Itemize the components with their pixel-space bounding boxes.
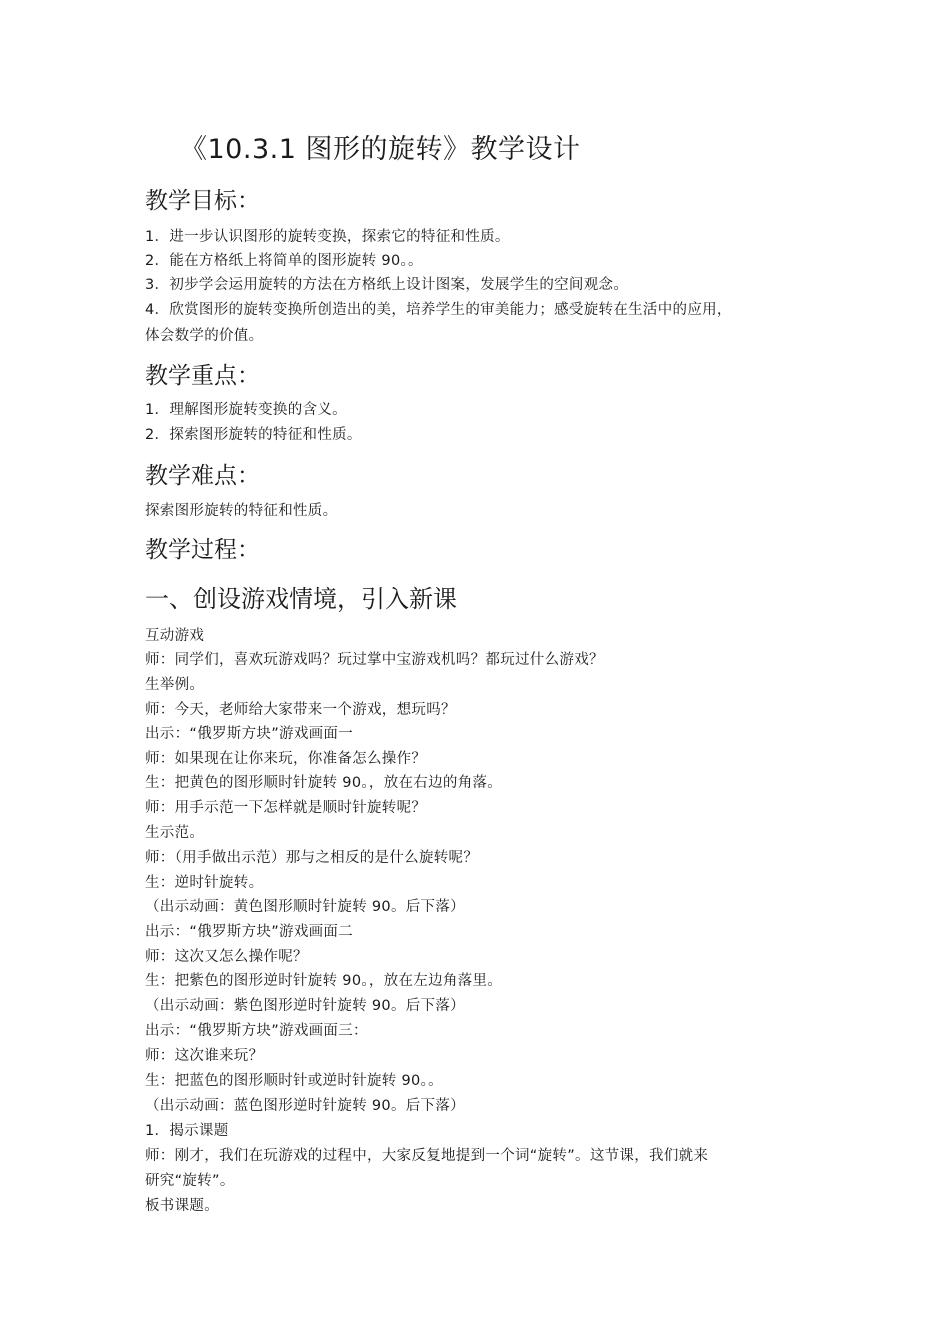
process-line: 出示：“俄罗斯方块”游戏画面一 xyxy=(145,726,354,742)
process-line: （出示动画：蓝色图形逆时针旋转 90。后下落） xyxy=(145,1098,465,1114)
objective-item: 3．初步学会运用旋转的方法在方格纸上设计图案，发展学生的空间观念。 xyxy=(145,277,629,293)
process-line: （出示动画：黄色图形顺时针旋转 90。后下落） xyxy=(145,899,465,915)
objective-item: 4．欣赏图形的旋转变换所创造出的美，培养学生的审美能力；感受旋转在生活中的应用， xyxy=(145,302,732,318)
process-line: 师：用手示范一下怎样就是顺时针旋转呢？ xyxy=(145,800,427,816)
process-line: 出示：“俄罗斯方块”游戏画面三： xyxy=(145,1023,368,1039)
process-line: 生：逆时针旋转。 xyxy=(145,875,264,891)
objective-item: 体会数学的价值。 xyxy=(145,328,264,344)
process-line: 研究“旋转”。 xyxy=(145,1173,235,1189)
section1-heading: 一、创设游戏情境，引入新课 xyxy=(145,585,457,613)
process-line: 师：同学们，喜欢玩游戏吗？玩过掌中宝游戏机吗？都玩过什么游戏？ xyxy=(145,652,604,668)
process-line: 生举例。 xyxy=(145,677,205,693)
process-line: 生：把蓝色的图形顺时针或逆时针旋转 90。。 xyxy=(145,1073,443,1089)
process-line: 生示范。 xyxy=(145,825,205,841)
process-line: 生：把紫色的图形逆时针旋转 90。，放在左边角落里。 xyxy=(145,973,503,989)
process-line: 师：这次谁来玩？ xyxy=(145,1048,264,1064)
document-title: 《10.3.1 图形的旋转》教学设计 xyxy=(180,134,581,165)
objective-item: 1．进一步认识图形的旋转变换，探索它的特征和性质。 xyxy=(145,229,510,245)
key-points-heading: 教学重点： xyxy=(145,363,260,389)
process-line: 生：把黄色的图形顺时针旋转 90。，放在右边的角落。 xyxy=(145,775,503,791)
process-line: 师：这次又怎么操作呢？ xyxy=(145,949,308,965)
key-point-item: 1．理解图形旋转变换的含义。 xyxy=(145,402,347,418)
process-line: 1．揭示课题 xyxy=(145,1123,229,1139)
process-line: 师：如果现在让你来玩，你准备怎么操作？ xyxy=(145,751,427,767)
process-line: 互动游戏 xyxy=(145,628,205,644)
process-line: 师：今天，老师给大家带来一个游戏，想玩吗？ xyxy=(145,702,456,718)
difficulty-item: 探索图形旋转的特征和性质。 xyxy=(145,503,338,519)
process-line: 师：（用手做出示范）那与之相反的是什么旋转呢？ xyxy=(145,850,479,866)
key-point-item: 2．探索图形旋转的特征和性质。 xyxy=(145,427,362,443)
process-heading: 教学过程： xyxy=(145,537,260,563)
process-line: （出示动画：紫色图形逆时针旋转 90。后下落） xyxy=(145,998,465,1014)
process-line: 师：刚才，我们在玩游戏的过程中，大家反复地提到一个词“旋转”。这节课，我们就来 xyxy=(145,1148,709,1164)
process-line: 出示：“俄罗斯方块”游戏画面二 xyxy=(145,924,354,940)
difficulties-heading: 教学难点： xyxy=(145,463,260,489)
process-line: 板书课题。 xyxy=(145,1198,219,1214)
objectives-heading: 教学目标： xyxy=(145,188,260,214)
objective-item: 2．能在方格纸上将简单的图形旋转 90。。 xyxy=(145,253,423,269)
